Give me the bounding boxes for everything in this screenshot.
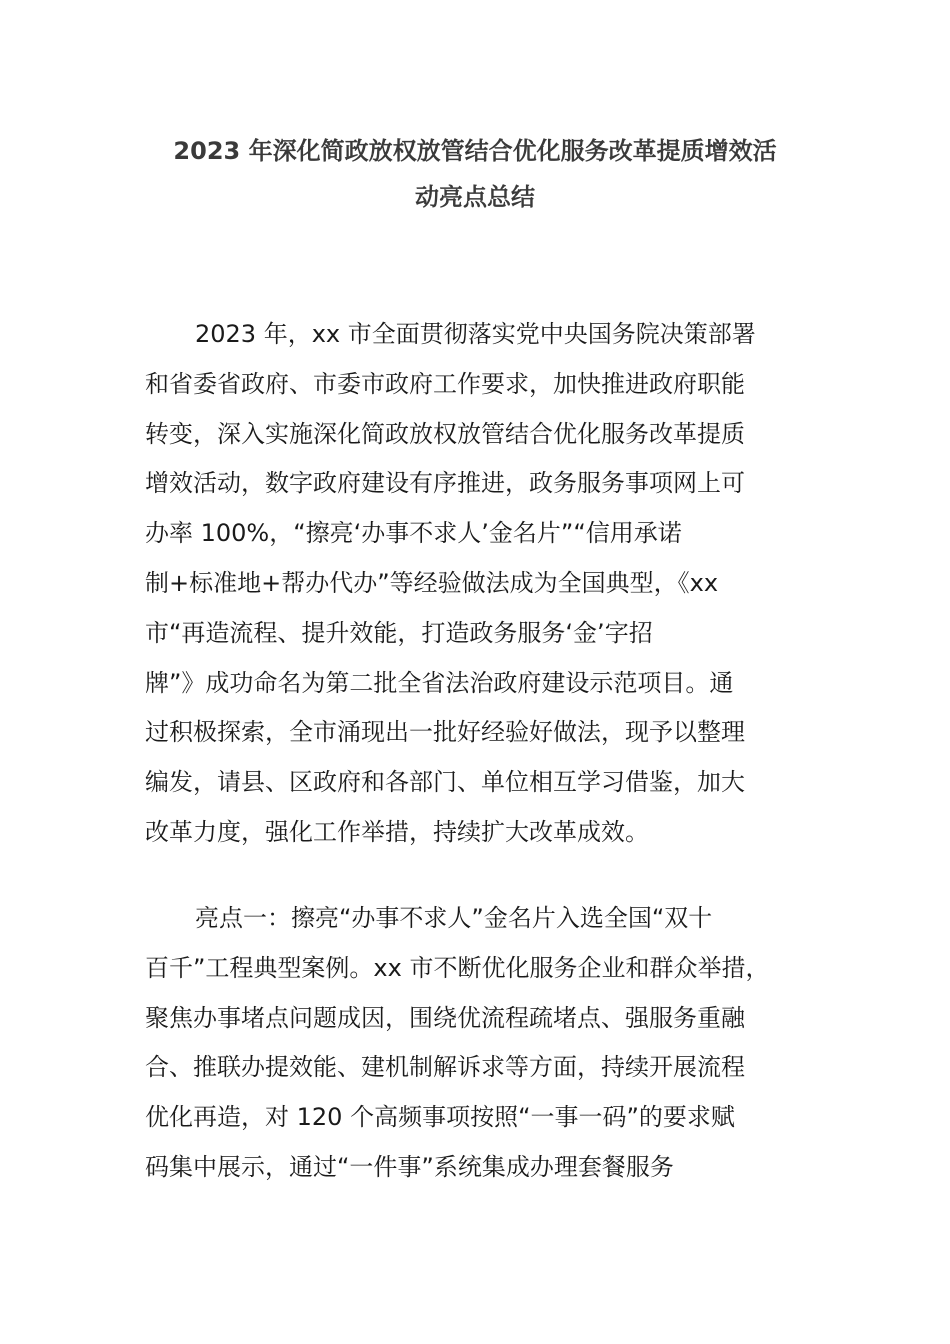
paragraph-line: 聚焦办事堵点问题成因，围绕优流程疏堵点、强服务重融 [145, 1003, 745, 1032]
paragraph-line: 过积极探索，全市涌现出一批好经验好做法，现予以整理 [145, 718, 745, 747]
paragraph-line: 优化再造，对 120 个高频事项按照“一事一码”的要求赋 [145, 1103, 735, 1132]
document-title [145, 128, 805, 220]
paragraph-line: 百千”工程典型案例。xx 市不断优化服务企业和群众举措， [145, 953, 770, 982]
paragraph-line: 编发，请县、区政府和各部门、单位相互学习借鉴，加大 [145, 768, 745, 797]
paragraph-line: 转变，深入实施深化简政放权放管结合优化服务改革提质 [145, 419, 745, 448]
title-line-2: 动亮点总结 [415, 183, 535, 211]
paragraph-line: 牌”》成功命名为第二批全省法治政府建设示范项目。通 [145, 668, 734, 697]
paragraph-line: 增效活动，数字政府建设有序推进，政务服务事项网上可 [145, 469, 745, 498]
title-line-1: 2023 年深化简政放权放管结合优化服务改革提质增效活 [173, 137, 777, 165]
paragraph-line: 办率 100%，“擦亮‘办事不求人’金名片”“信用承诺 [145, 519, 682, 548]
paragraph-line: 合、推联办提效能、建机制解诉求等方面，持续开展流程 [145, 1053, 745, 1082]
paragraph-line: 市“再造流程、提升效能，打造政务服务‘金’字招 [145, 618, 653, 647]
paragraph-intro [145, 310, 825, 858]
paragraph-line: 2023 年，xx 市全面贯彻落实党中央国务院决策部署 [195, 320, 756, 348]
paragraph-highlight-one [145, 894, 825, 1193]
paragraph-line: 改革力度，强化工作举措，持续扩大改革成效。 [145, 817, 649, 846]
paragraph-line: 和省委省政府、市委市政府工作要求，加快推进政府职能 [145, 369, 745, 398]
paragraph-line: 亮点一：擦亮“办事不求人”金名片入选全国“双十 [195, 904, 713, 932]
paragraph-line: 制+标准地+帮办代办”等经验做法成为全国典型，《xx [145, 568, 719, 597]
paragraph-line: 码集中展示，通过“一件事”系统集成办理套餐服务 [145, 1152, 674, 1181]
